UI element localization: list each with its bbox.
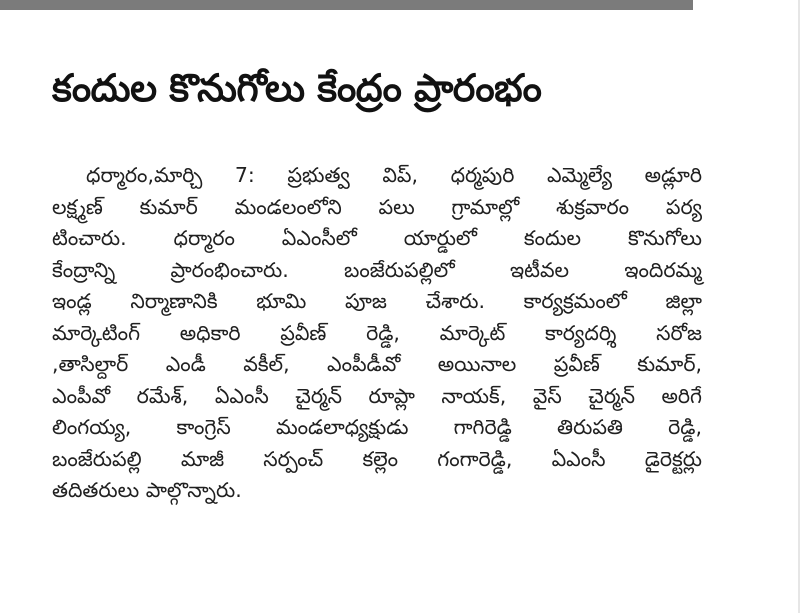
article-line: తదితరులు పాల్గొన్నారు. (52, 478, 242, 502)
article-line: టించారు. ధర్మారం ఏఎంసీలో యార్డులో కందుల కొనుగోలు (52, 226, 702, 250)
article-line: ధర్మారం,మార్చి 7: ప్రభుత్వ విప్, ధర్మపురి ఎమ్మెల్యే అడ్లూరి (86, 163, 702, 187)
article-line: లింగయ్య, కాంగ్రెస్ మండలాధ్యక్షుడు గాగిరెడ్డి తిరుపతి రెడ్డి, (52, 415, 702, 439)
news-article (52, 58, 702, 507)
article-line: లక్ష్మణ్ కుమార్ మండలంలోని పలు గ్రామాల్లో శుక్రవారం పర్య (52, 194, 702, 219)
article-line: ఎంపీవో రమేశ్, ఏఎంసీ చైర్మన్ రూప్లా నాయక్, వైస్ చైర్మన్ అరిగే (52, 383, 702, 408)
article-line: కేంద్రాన్ని ప్రారంభించారు. బంజేరుపల్లిలో ఇటీవల ఇందిరమ్మ (52, 257, 702, 282)
article-body (52, 160, 702, 507)
article-line: ,తాసిల్దార్ ఎండీ వకీల్, ఎంపీడీవో అయినాల ప్రవీణ్ కుమార్, (52, 352, 702, 376)
article-line: మార్కెటింగ్ అధికారి ప్రవీణ్ రెడ్డి, మార్కెట్ కార్యదర్శి సరోజ (52, 320, 702, 345)
top-divider-bar (0, 0, 693, 10)
article-line: బంజేరుపల్లి మాజీ సర్పంచ్ కల్లెం గంగారెడ్డి, ఏఎంసీ డైరెక్టర్లు (52, 446, 702, 471)
article-line: ఇండ్ల నిర్మాణానికి భూమి పూజ చేశారు. కార్యక్రమంలో జిల్లా (52, 289, 702, 313)
article-headline: కందుల కొనుగోలు కేంద్రం ప్రారంభం (52, 66, 542, 110)
